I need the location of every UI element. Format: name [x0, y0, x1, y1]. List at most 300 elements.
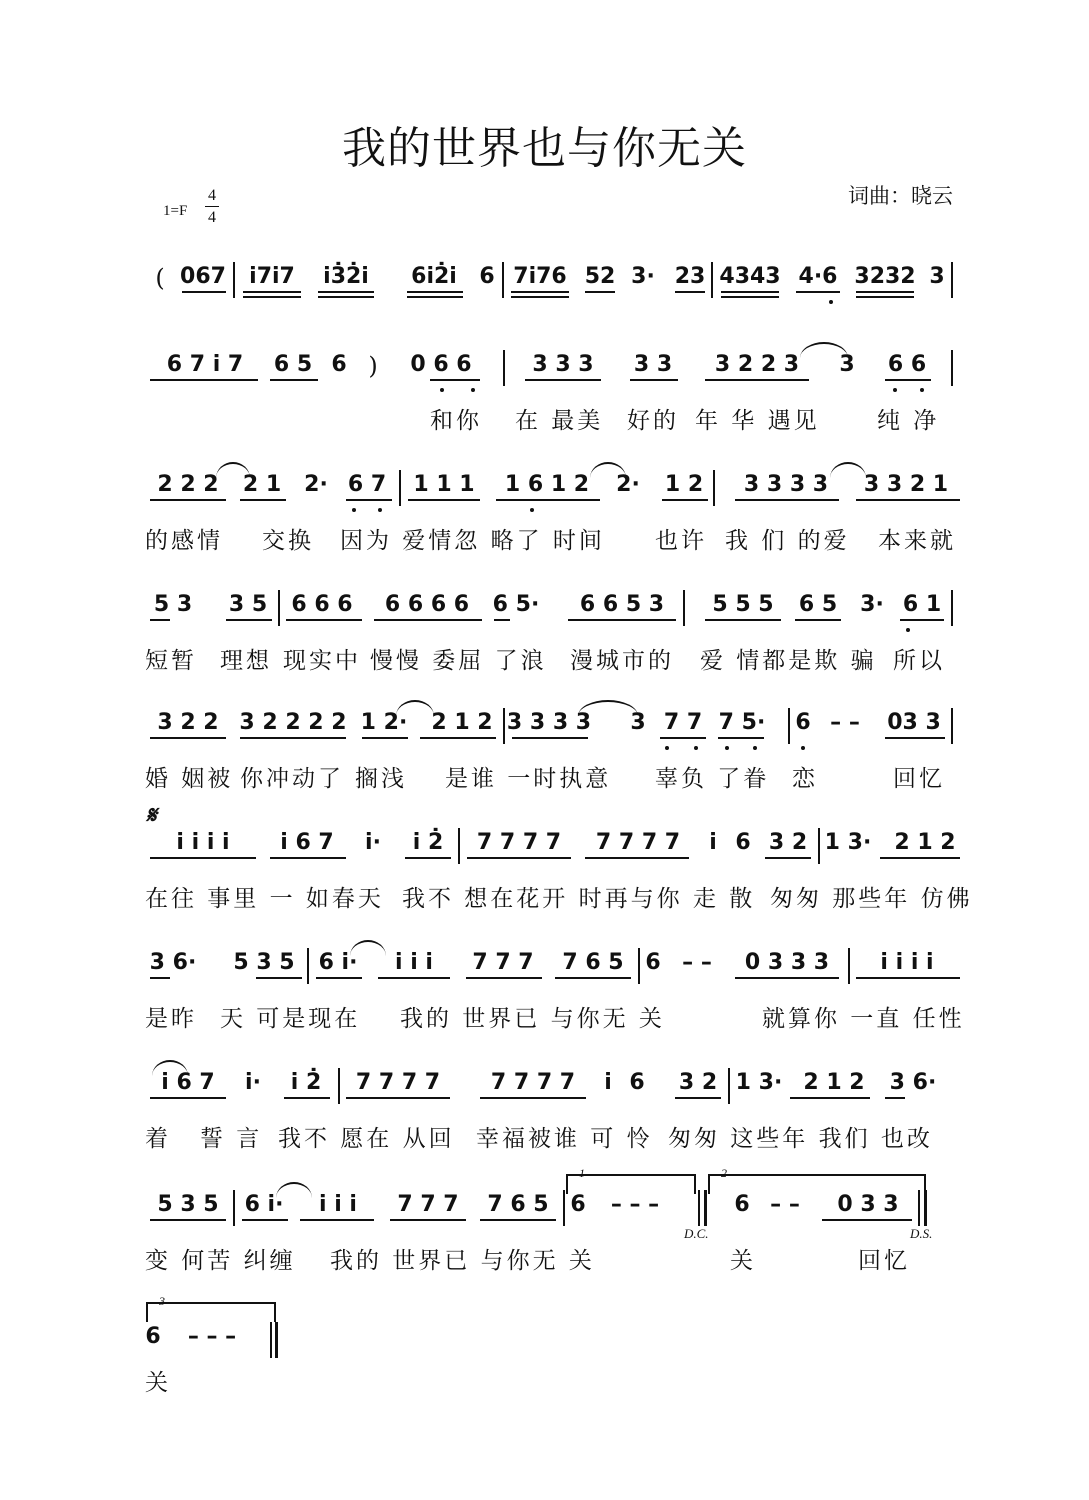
note-dotted: 1 3· — [735, 1070, 783, 1095]
lyric: 你冲动了 — [240, 766, 344, 792]
note-group: 3 2 — [768, 830, 808, 855]
underline — [318, 296, 374, 298]
underline — [735, 977, 839, 979]
note-group: 3 2 — [678, 1070, 718, 1095]
barline — [278, 590, 280, 626]
underline — [675, 291, 705, 293]
underline — [300, 1219, 374, 1221]
note-group: 0 6 6 — [410, 352, 472, 377]
underline — [150, 619, 170, 621]
score-line-9 — [0, 1190, 1089, 1310]
lyric: 关 — [730, 1248, 756, 1274]
note-group: 4343 — [719, 264, 781, 289]
underline — [408, 499, 480, 501]
low-octave-dot — [725, 746, 729, 750]
dash: – – – — [610, 1192, 660, 1217]
underline — [885, 379, 931, 381]
barline — [951, 708, 953, 744]
note: 3 — [929, 264, 945, 289]
lyric-row — [0, 402, 1089, 432]
underline — [346, 499, 392, 501]
note-group: 2 1 2 — [431, 710, 493, 735]
underline — [430, 379, 480, 381]
note-group: 5 3 — [153, 592, 193, 617]
note: 3 — [839, 352, 855, 377]
score-line-6 — [0, 828, 1089, 948]
note-group: i 6 7 — [161, 1070, 215, 1095]
score-line-4 — [0, 590, 1089, 710]
lyric-row — [0, 1242, 1089, 1272]
note-group: i3̇2̇i — [323, 264, 369, 289]
note-dotted: 6 5· — [492, 592, 540, 617]
low-octave-dot — [920, 388, 924, 392]
barline — [818, 828, 820, 864]
low-octave-dot — [440, 388, 444, 392]
note: 6 — [570, 1192, 586, 1217]
underline — [900, 619, 944, 621]
note-group: i i i i — [880, 950, 934, 975]
note-group: 2 1 — [242, 472, 282, 497]
ds-marking: D.S. — [910, 1226, 933, 1241]
note-group: 7i76 — [513, 264, 567, 289]
time-signature — [205, 186, 219, 227]
lyric: 短暂 — [145, 648, 197, 674]
underline — [243, 291, 301, 293]
underline — [150, 379, 258, 381]
low-octave-dot — [665, 746, 669, 750]
note: 3 — [630, 710, 646, 735]
lyric: 好的 — [627, 408, 679, 434]
underline — [856, 291, 914, 293]
note-row — [0, 948, 1089, 988]
lyric: 漫城市的 — [570, 648, 674, 674]
note-group: 5 3 5 — [157, 1192, 219, 1217]
barline — [638, 948, 640, 984]
note-group: 3 3 3 — [532, 352, 594, 377]
underline — [795, 619, 841, 621]
barline — [918, 1190, 920, 1226]
note-group: i 2̇ — [412, 830, 444, 855]
lyric: 匆匆 这些年 我们 也改 — [668, 1126, 933, 1152]
underline — [856, 977, 960, 979]
low-octave-dot — [352, 508, 356, 512]
underline — [796, 291, 840, 293]
note-group: i 6 7 — [280, 830, 334, 855]
underline — [511, 291, 569, 293]
note-group: 6 7 — [347, 472, 387, 497]
lyric-row — [0, 760, 1089, 790]
barline — [713, 470, 715, 506]
lyric: 变 何苦 纠缠 — [145, 1248, 296, 1274]
underline — [150, 499, 226, 501]
lyric: 年 华 遇见 — [695, 408, 820, 434]
barline — [951, 350, 953, 386]
note-group: 52 — [584, 264, 616, 289]
note-dotted: i· — [365, 830, 381, 855]
underline — [735, 499, 839, 501]
underline — [286, 619, 362, 621]
lyric: 我不 想在花开 时再与你 走 散 — [402, 886, 756, 912]
underline — [150, 1219, 226, 1221]
lyric: 我不 愿在 从回 — [278, 1126, 455, 1152]
score-line-8 — [0, 1068, 1089, 1188]
note-row — [0, 708, 1089, 748]
note-group: 7 7 7 — [397, 1192, 459, 1217]
note-row — [0, 1322, 1089, 1362]
underline — [675, 1097, 721, 1099]
lyric: 交换 — [262, 528, 314, 554]
underline — [270, 857, 346, 859]
score-line-3 — [0, 470, 1089, 590]
lyric: 在往 事里 一 如春天 — [145, 886, 384, 912]
note-group: 6 6 6 — [291, 592, 353, 617]
note-group: 3 2 2 3 — [714, 352, 800, 377]
note-group: 7 7 7 — [472, 950, 534, 975]
lyric: 匆匆 那些年 仿佛 — [770, 886, 973, 912]
note-group: 3 2 2 — [157, 710, 219, 735]
lyric-row — [0, 880, 1089, 910]
note-group: 2 1 2 — [894, 830, 956, 855]
underline — [496, 499, 600, 501]
lyric-row — [0, 522, 1089, 552]
underline — [480, 1097, 586, 1099]
note-group: 3 2 2 2 2 — [239, 710, 347, 735]
underline — [525, 379, 601, 381]
dash: – – — [682, 950, 712, 975]
note-dotted: 6 i· — [244, 1192, 284, 1217]
barline — [503, 350, 505, 386]
lyric: 着 — [145, 1126, 171, 1152]
underline — [407, 296, 463, 298]
barline — [563, 1190, 565, 1226]
underline — [765, 857, 811, 859]
underline — [378, 977, 450, 979]
lyric: 誓 言 — [200, 1126, 263, 1152]
underline — [150, 737, 226, 739]
barline — [683, 590, 685, 626]
lyric-row — [0, 1364, 1089, 1394]
underline — [880, 857, 960, 859]
note-group: 4·6 — [798, 264, 838, 289]
song-title: 我的世界也与你无关 — [342, 123, 747, 174]
underline — [568, 619, 676, 621]
barline — [270, 1322, 272, 1358]
barline — [788, 708, 790, 744]
lyric: 也许 — [655, 528, 707, 554]
time-signature-top: 4 — [208, 187, 216, 204]
lyric: 我 们 的爱 — [725, 528, 850, 554]
low-octave-dot — [753, 746, 757, 750]
note: 6 — [734, 1192, 750, 1217]
barline — [951, 590, 953, 626]
low-octave-dot — [471, 388, 475, 392]
note-group: 067 — [180, 264, 226, 289]
note-group: 3 3 — [633, 352, 673, 377]
note-group: 23 — [674, 264, 706, 289]
underline — [226, 619, 272, 621]
note-group: 0 3 3 — [837, 1192, 899, 1217]
note: 6 — [145, 1324, 161, 1349]
underline — [466, 977, 542, 979]
underline — [150, 1097, 226, 1099]
note-group: 6 6 — [887, 352, 927, 377]
note-row — [0, 1068, 1089, 1108]
note-group: 3 3 3 3 — [506, 710, 592, 735]
lyric: 是昨 — [145, 1006, 197, 1032]
underline — [662, 499, 708, 501]
volta-number-3: 3 — [159, 1294, 165, 1308]
note-dotted: i· — [245, 1070, 261, 1095]
note-group: 7 7 — [663, 710, 703, 735]
underline — [494, 619, 510, 621]
underline — [316, 977, 362, 979]
lyric: 现实中 — [283, 648, 361, 674]
lyric: 幸福被谁 可 怜 — [476, 1126, 653, 1152]
underline — [420, 737, 496, 739]
barline — [458, 828, 460, 864]
note-dotted: 3· — [631, 264, 655, 289]
barline — [307, 948, 309, 984]
low-octave-dot — [694, 746, 698, 750]
underline — [856, 296, 914, 298]
underline — [721, 291, 779, 293]
barline-double — [924, 1190, 927, 1226]
lyric: 回忆 — [893, 766, 945, 792]
note-dotted: 7 5· — [718, 710, 766, 735]
underline — [240, 737, 346, 739]
underline — [885, 1097, 905, 1099]
lyric: 慢慢 委屈 了浪 — [370, 648, 547, 674]
underline — [362, 737, 408, 739]
low-octave-dot — [829, 300, 833, 304]
note-dotted: 3 6· — [889, 1070, 937, 1095]
underline — [242, 1219, 288, 1221]
lyric: 在 最美 — [515, 408, 604, 434]
underline — [856, 499, 960, 501]
underline — [182, 291, 226, 293]
note-row — [0, 350, 1089, 390]
barline — [338, 1068, 340, 1104]
lyric: 所以 — [893, 648, 945, 674]
dash: – – – — [187, 1324, 237, 1349]
underline — [718, 737, 764, 739]
lyric-row — [0, 1120, 1089, 1150]
note-group: i i i i — [176, 830, 230, 855]
barline — [502, 262, 504, 298]
note-group: 1 1 1 — [413, 472, 475, 497]
note-row — [0, 590, 1089, 630]
underline — [660, 737, 706, 739]
note-group: 2 2 2 — [157, 472, 219, 497]
note-group: 1 6 1 2 — [504, 472, 590, 497]
dc-marking: D.C. — [684, 1226, 709, 1241]
lyric: 回忆 — [858, 1248, 910, 1274]
barline — [233, 262, 235, 298]
lyric: 的感情 — [145, 528, 223, 554]
underline — [585, 291, 615, 293]
note-group: 3 5 — [228, 592, 268, 617]
note-dotted: 2· — [304, 472, 328, 497]
score-line-10 — [0, 1322, 1089, 1442]
underline — [555, 977, 631, 979]
lyric: 天 可是现在 — [220, 1006, 361, 1032]
underline — [270, 379, 318, 381]
underline — [346, 1097, 450, 1099]
barline — [399, 470, 401, 506]
lyric-row — [0, 642, 1089, 672]
underline — [243, 296, 301, 298]
barline-double — [704, 1190, 707, 1226]
note-group: 6 5 — [273, 352, 313, 377]
lyric: 恋 — [792, 766, 818, 792]
note-group: i7i7 — [249, 264, 295, 289]
underline — [822, 1219, 912, 1221]
key-signature: 1=F — [163, 203, 188, 219]
barline — [711, 262, 713, 298]
lyric: 因为 爱情忽 略了 时间 — [340, 528, 605, 554]
barline — [728, 1068, 730, 1104]
lyric-row — [0, 1000, 1089, 1030]
note: 6 — [645, 950, 661, 975]
note-dotted: 3· — [860, 592, 884, 617]
underline — [480, 1219, 556, 1221]
volta-bracket-3 — [146, 1302, 276, 1322]
note-group: 03 3 — [887, 710, 941, 735]
lyric: 辜负 了眷 — [655, 766, 770, 792]
note-group: 7 7 7 7 — [490, 1070, 576, 1095]
note-group: 2 1 2 — [803, 1070, 865, 1095]
underline — [284, 1097, 330, 1099]
underline — [405, 857, 451, 859]
lyric: 是谁 一时执意 — [445, 766, 612, 792]
lyric: 和你 — [430, 408, 482, 434]
note-group: 5 3 5 — [233, 950, 295, 975]
barline — [503, 708, 505, 744]
volta-number-2: 2 — [721, 1166, 727, 1180]
paren-open: ( — [155, 264, 165, 292]
lyric: 我的 世界已 与你无 关 — [330, 1248, 595, 1274]
note-group: i i i — [319, 1192, 357, 1217]
underline — [318, 291, 374, 293]
lyric: 婚 姻被 — [145, 766, 234, 792]
underline — [150, 857, 256, 859]
note-group: 7 6 5 — [487, 1192, 549, 1217]
composer-credit: 词曲：晓云 — [848, 184, 953, 208]
note-row — [0, 828, 1089, 868]
underline — [407, 291, 463, 293]
score-line-5 — [0, 708, 1089, 828]
note-group: 0 3 3 3 — [744, 950, 830, 975]
underline — [511, 296, 569, 298]
lyric: 理想 — [220, 648, 272, 674]
volta-number-1: 1 — [579, 1166, 585, 1180]
paren-close: ) — [368, 352, 378, 380]
note-group: 1 2 — [664, 472, 704, 497]
note-dotted: 1 3· — [824, 830, 872, 855]
lyric: 纯 净 — [877, 408, 940, 434]
low-octave-dot — [801, 746, 805, 750]
note-row — [0, 1190, 1089, 1230]
low-octave-dot — [893, 388, 897, 392]
note-group: 6 5 — [798, 592, 838, 617]
barline — [233, 1190, 235, 1226]
note-group: 6 7 i 7 — [166, 352, 244, 377]
note: 6 — [795, 710, 811, 735]
underline — [885, 737, 945, 739]
barline-double — [275, 1322, 278, 1358]
low-octave-dot — [530, 508, 534, 512]
note: 6 — [629, 1070, 645, 1095]
note-group: 3232 — [854, 264, 916, 289]
note-group: i 2̇ — [290, 1070, 322, 1095]
note: 6 — [735, 830, 751, 855]
note: i — [709, 830, 717, 855]
underline — [512, 737, 588, 739]
barline — [951, 262, 953, 298]
note-group: 3 3 2 1 — [863, 472, 949, 497]
lyric: 本来就 — [878, 528, 956, 554]
time-signature-bar — [205, 206, 219, 207]
note-dotted: 2· — [616, 472, 640, 497]
lyric: 爱 情都是欺 骗 — [700, 648, 877, 674]
underline — [150, 977, 170, 979]
note-group: 5 5 5 — [712, 592, 774, 617]
note-group: 6 1 — [902, 592, 942, 617]
dash: – – — [830, 710, 860, 735]
underline — [705, 619, 781, 621]
underline — [390, 1219, 466, 1221]
note-group: i i i — [395, 950, 433, 975]
note-group: 6i2̇i — [411, 264, 457, 289]
underline — [256, 977, 302, 979]
score-line-2 — [0, 350, 1089, 470]
note-group: 6 6 5 3 — [579, 592, 665, 617]
note-row — [0, 262, 1089, 302]
note-dotted: 1 2· — [360, 710, 408, 735]
lyric: 我的 世界已 与你无 关 — [400, 1006, 665, 1032]
low-octave-dot — [906, 628, 910, 632]
note: 6 — [479, 264, 495, 289]
note-dotted: 3 6· — [149, 950, 197, 975]
note: i — [604, 1070, 612, 1095]
underline — [585, 857, 689, 859]
underline — [240, 499, 286, 501]
note-group: 3 3 3 3 — [743, 472, 829, 497]
barline — [698, 1190, 700, 1226]
underline — [374, 619, 482, 621]
dash: – – — [770, 1192, 800, 1217]
underline — [467, 857, 571, 859]
lyric: 搁浅 — [355, 766, 407, 792]
underline — [705, 379, 809, 381]
time-signature-bottom: 4 — [208, 209, 216, 226]
lyric: 就算你 一直 任性 — [762, 1006, 965, 1032]
note-row — [0, 470, 1089, 510]
segno-sign: 𝄋 — [146, 800, 157, 829]
note-group: 7 7 7 7 — [355, 1070, 441, 1095]
underline — [721, 296, 779, 298]
lyric: 关 — [145, 1370, 171, 1396]
underline — [790, 1097, 870, 1099]
note: 6 — [331, 352, 347, 377]
underline — [630, 379, 678, 381]
score-line-7 — [0, 948, 1089, 1068]
note-dotted: 6 i· — [318, 950, 358, 975]
low-octave-dot — [378, 508, 382, 512]
note-group: 7 7 7 7 — [476, 830, 562, 855]
note-group: 6 6 6 6 — [384, 592, 470, 617]
note-group: 7 7 7 7 — [595, 830, 681, 855]
